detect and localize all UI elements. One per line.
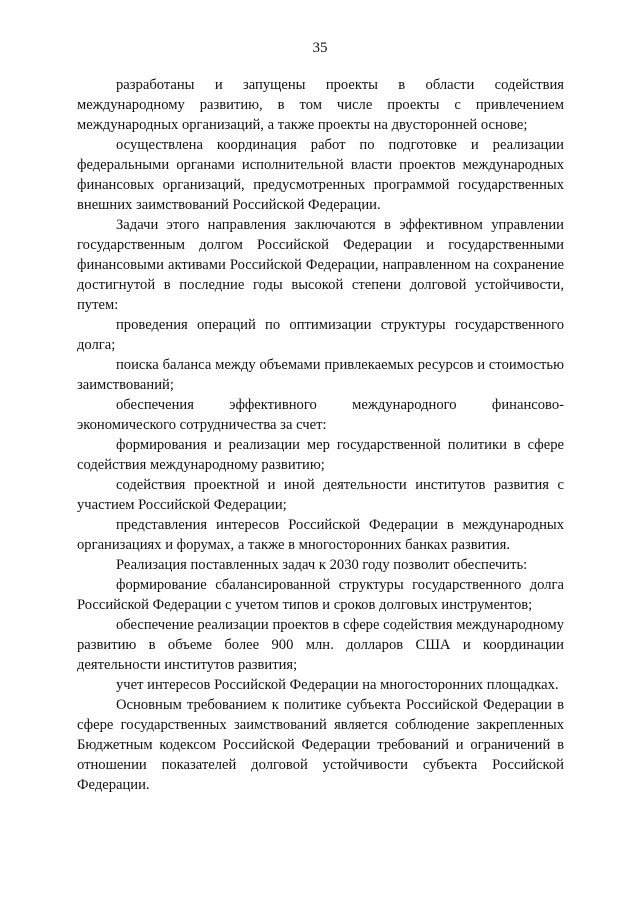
paragraph: представления интересов Российской Федерации в международных организациях и форумах, а также в многосторонних банках развития. <box>77 517 564 553</box>
paragraph: Реализация поставленных задач к 2030 году позволит обеспечить: <box>116 557 528 573</box>
paragraph: проведения операций по оптимизации структуры государственного долга; <box>77 317 564 353</box>
paragraph: формирование сбалансированной структуры государственного долга Российской Федерации с учетом типов и сроков долговых инструментов; <box>77 577 564 613</box>
paragraph: обеспечение реализации проектов в сфере содействия международному развитию в объеме более 900 млн. долларов США и координации деятельности институтов развития; <box>77 617 564 673</box>
paragraph: учет интересов Российской Федерации на многосторонних площадках. <box>116 677 559 693</box>
paragraph: Основным требованием к политике субъекта Российской Федерации в сфере государственных заимствований является соблюдение закрепленных Бюджетным кодексом Российской Федерации требований и ограничений в отношении показателей долговой устойчивости субъекта Российской Федерации. <box>77 697 564 793</box>
paragraph: поиска баланса между объемами привлекаемых ресурсов и стоимостью заимствований; <box>77 357 564 393</box>
paragraph: содействия проектной и иной деятельности институтов развития с участием Российской Федерации; <box>77 477 564 513</box>
paragraph: осуществлена координация работ по подготовке и реализации федеральными органами исполнительной власти проектов международных финансовых организаций, предусмотренных программой государственных внешних заимствований Российской Федерации. <box>77 137 564 213</box>
paragraph: обеспечения эффективного международного финансово-экономического сотрудничества за счет: <box>77 397 564 433</box>
paragraph: Задачи этого направления заключаются в эффективном управлении государственным долгом Российской Федерации и государственными финансовыми активами Российской Федерации, направленном на сохранение достигнутой в последние годы высокой степени долговой устойчивости, путем: <box>77 217 564 313</box>
page-number: 35 <box>312 40 328 56</box>
paragraph: формирования и реализации мер государственной политики в сфере содействия международному развитию; <box>77 437 564 473</box>
document-body <box>77 75 564 795</box>
paragraph: разработаны и запущены проекты в области содействия международному развитию, в том числе проекты с привлечением международных организаций, а также проекты на двусторонней основе; <box>77 77 564 133</box>
